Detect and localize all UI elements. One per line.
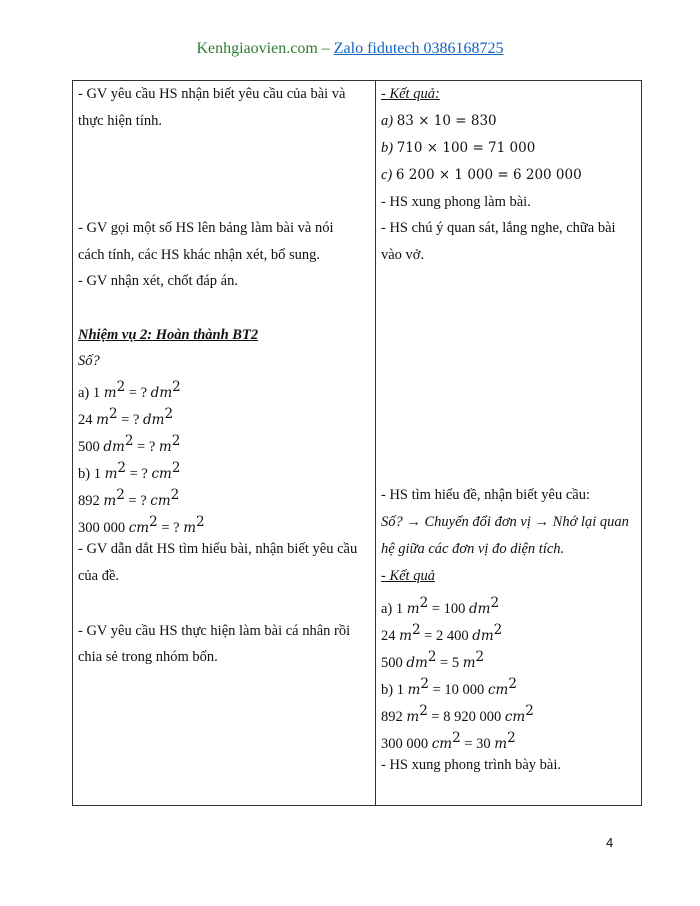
answer-b3: 300 000 $cm^2 = 30$ $m^2$ — [381, 730, 516, 752]
left-line: - GV yêu cầu HS thực hiện làm bài cá nhân rồi — [78, 623, 351, 639]
result-a: a) 83 × 10 = 830 — [381, 113, 497, 129]
left-line: chia sẻ trong nhóm bốn. — [78, 649, 218, 665]
question-b1: b) 1 $m^2$ = ? $cm^2$ — [78, 460, 181, 482]
header-site[interactable]: Kenhgiaovien.com — [196, 40, 318, 57]
result-heading-2: - Kết quả — [381, 568, 435, 584]
question-a1: a) 1 $m^2$ = ? $dm^2$ — [78, 379, 181, 401]
right-line: hệ giữa các đơn vị đo diện tích. — [381, 541, 565, 557]
column-divider — [375, 81, 376, 805]
left-line: - GV gọi một số HS lên bảng làm bài và nói — [78, 220, 334, 236]
right-line: - HS chú ý quan sát, lắng nghe, chữa bài — [381, 220, 616, 236]
left-line: của đề. — [78, 568, 120, 584]
result-c: c) 6 200 × 1 000 = 6 200 000 — [381, 167, 582, 183]
page-header — [0, 40, 700, 58]
lesson-table — [72, 80, 642, 806]
right-line: - HS xung phong trình bày bài. — [381, 757, 562, 773]
left-line: - GV nhận xét, chốt đáp án. — [78, 273, 238, 289]
right-line: - HS tìm hiểu đề, nhận biết yêu cầu: — [381, 487, 590, 503]
right-line: vào vở. — [381, 247, 425, 263]
answer-b1: b) 1 $m^2 = 10$ 000 $cm^2$ — [381, 676, 517, 698]
answer-a1: a) 1 $m^2 = 100$ $dm^2$ — [381, 595, 500, 617]
question-b3: 300 000 $cm^2$ = ? $m^2$ — [78, 514, 205, 536]
answer-a3: 500 $dm^2 = 5$ $m^2$ — [381, 649, 485, 671]
question-b2: 892 $m^2$ = ? $cm^2$ — [78, 487, 180, 509]
left-line: cách tính, các HS khác nhận xét, bổ sung. — [78, 247, 320, 263]
header-zalo-link[interactable]: Zalo fidutech 0386168725 — [333, 40, 504, 57]
header-separator: – — [317, 40, 334, 57]
task-2-heading: Nhiệm vụ 2: Hoàn thành BT2 — [78, 327, 259, 343]
answer-a2: 24 $m^2 = 2$ 400 $dm^2$ — [381, 622, 503, 644]
result-b: b) 710 × 100 = 71 000 — [381, 140, 536, 156]
left-line: thực hiện tính. — [78, 113, 162, 129]
question-a3: 500 $dm^2$ = ? $m^2$ — [78, 433, 181, 455]
left-line: - GV dẫn dắt HS tìm hiểu bài, nhận biết yêu cầu — [78, 541, 358, 557]
page-number: 4 — [606, 835, 614, 850]
left-line: - GV yêu cầu HS nhận biết yêu cầu của bài và — [78, 86, 346, 102]
right-line: - HS xung phong làm bài. — [381, 194, 531, 210]
question-a2: 24 $m^2$ = ? $dm^2$ — [78, 406, 174, 428]
task-so-label: Số? — [78, 353, 100, 369]
result-heading-1: - Kết quả: — [381, 86, 440, 102]
right-line: Số? → Chuyển đổi đơn vị → Nhớ lại quan — [381, 514, 629, 530]
answer-b2: 892 $m^2 = 8$ 920 000 $cm^2$ — [381, 703, 534, 725]
